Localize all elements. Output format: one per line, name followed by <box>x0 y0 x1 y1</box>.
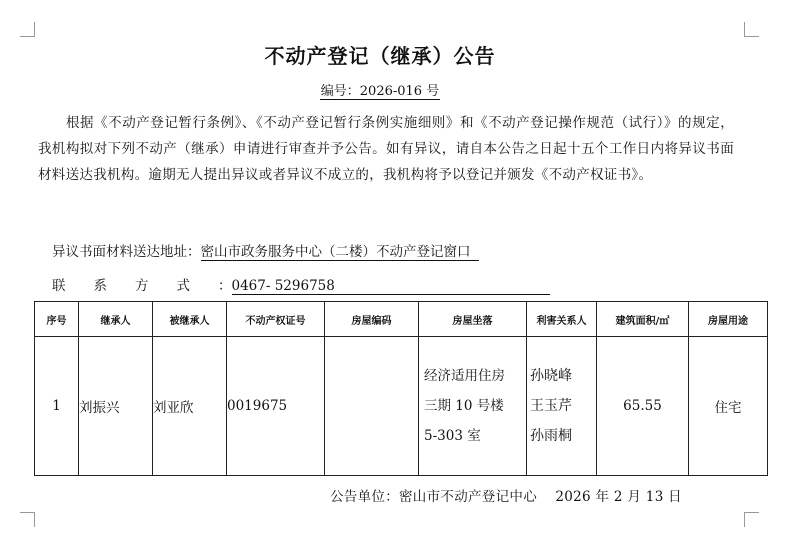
crop-mark-top-right <box>744 22 759 37</box>
table-header-row <box>35 302 768 337</box>
header-usage: 房屋用途 <box>689 302 768 337</box>
interested-party-1: 孙晓峰 <box>530 368 572 384</box>
objection-address-label: 异议书面材料送达地址： <box>52 244 201 260</box>
cell-decedent: 刘亚欣 <box>153 337 227 476</box>
objection-address-line <box>52 240 479 260</box>
interested-party-3: 孙雨桐 <box>530 428 572 444</box>
doc-number-line <box>0 80 760 99</box>
contact-label: 联系方式 <box>52 278 218 294</box>
registration-table <box>34 301 768 476</box>
header-interested-parties: 利害关系人 <box>527 302 597 337</box>
notice-body: 根据《不动产登记暂行条例》、《不动产登记暂行条例实施细则》和《不动产登记操作规范（试行）》的规定，我机构拟对下列不动产（继承）申请进行审查并予公告。如有异议，请自本公告之日起十五个工作日内将异议书面材料送达我机构。逾期无人提出异议或者异议不成立的，我机构将予以登记并颁发《不动产权证书》。 <box>38 115 734 183</box>
contact-value: 0467- 5296758 <box>232 278 550 295</box>
issuer-footer: 公告单位：密山市不动产登记中心 2026 年 2 月 13 日 <box>330 489 682 505</box>
header-area: 建筑面积/㎡ <box>597 302 689 337</box>
contact-line <box>52 274 550 295</box>
header-cert-no: 不动产权证号 <box>227 302 325 337</box>
contact-colon: ： <box>218 278 232 294</box>
cell-usage: 住宅 <box>689 337 768 476</box>
cell-location <box>419 337 527 476</box>
doc-number: 编号：2026-016 号 <box>320 84 440 99</box>
header-location: 房屋坐落 <box>419 302 527 337</box>
header-house-code: 房屋编码 <box>325 302 419 337</box>
objection-address-value: 密山市政务服务中心（二楼）不动产登记窗口 <box>201 244 479 261</box>
cell-house-code <box>325 337 419 476</box>
location-line-3: 5-303 室 <box>424 428 481 444</box>
cell-interested-parties <box>527 337 597 476</box>
header-decedent: 被继承人 <box>153 302 227 337</box>
cell-seq: 1 <box>35 337 79 476</box>
cell-cert-no: 0019675 <box>227 337 325 476</box>
interested-party-2: 王玉芹 <box>530 398 572 414</box>
cell-heir: 刘振兴 <box>79 337 153 476</box>
header-seq: 序号 <box>35 302 79 337</box>
header-heir: 继承人 <box>79 302 153 337</box>
table-row <box>35 337 768 476</box>
crop-mark-bottom-left <box>20 512 35 527</box>
location-line-1: 经济适用住房 <box>424 368 505 384</box>
crop-mark-top-left <box>20 22 35 37</box>
crop-mark-bottom-right <box>744 512 759 527</box>
notice-title: 不动产登记（继承）公告 <box>264 44 496 68</box>
cell-area: 65.55 <box>597 337 689 476</box>
location-line-2: 三期 10 号楼 <box>424 398 504 414</box>
